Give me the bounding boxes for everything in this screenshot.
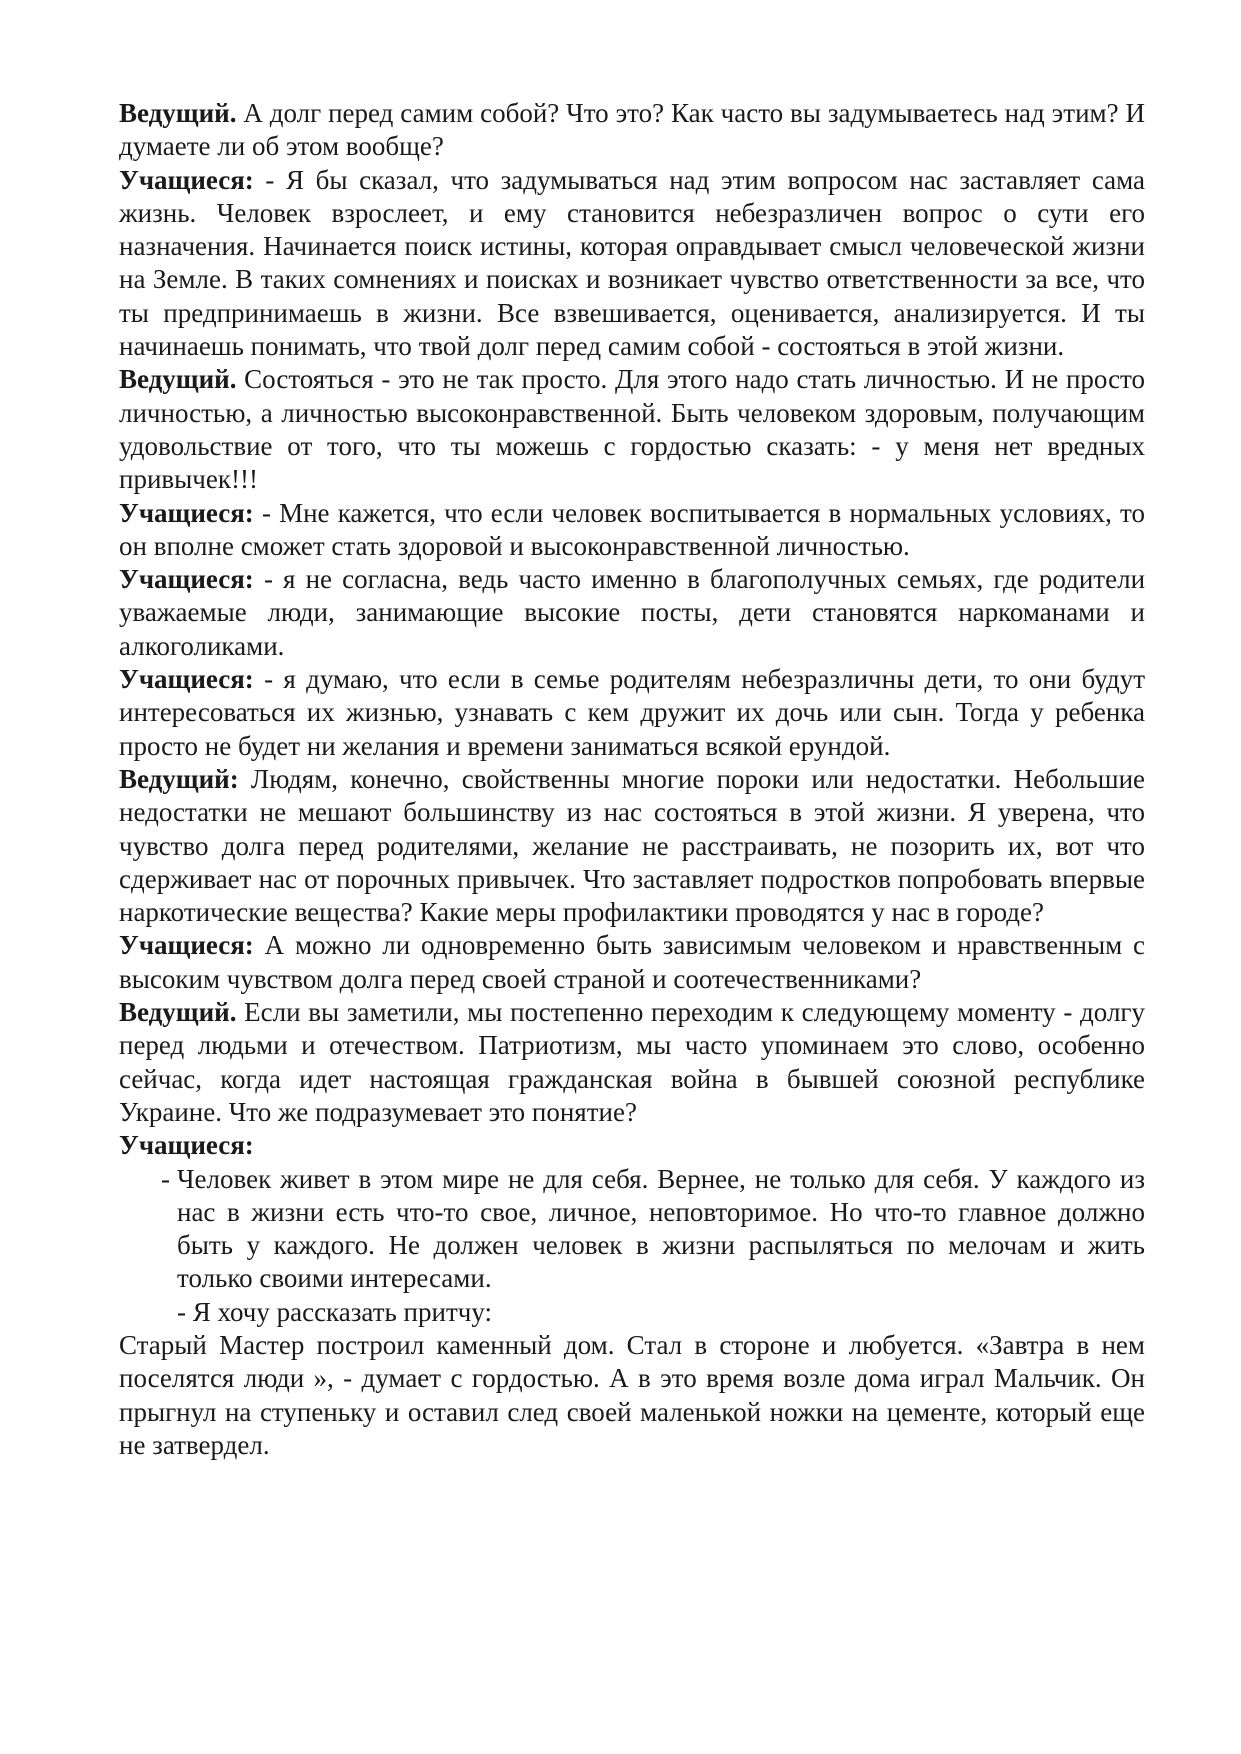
dialogue-paragraph bbox=[119, 97, 1145, 164]
speaker-label: Учащиеся: bbox=[119, 664, 254, 695]
dialogue-paragraph bbox=[119, 497, 1145, 564]
dialogue-text: - Я бы сказал, что задумываться над этим вопросом нас заставляет сама жизнь. Человек взрослеет, и ему становится небезразличен вопрос о сути его назначения. Начинается поиск истины, которая оправдывает смысл человеческой жизни на Земле. В таких сомнениях и поисках и возникает чувство ответственности за все, что ты предпринимаешь в жизни. Все взвешивается, оценивается, анализируется. И ты начинаешь понимать, что твой долг перед самим собой - состояться в этой жизни. bbox=[119, 164, 1145, 362]
dialogue-paragraph bbox=[119, 996, 1145, 1129]
dialogue-text: Если вы заметили, мы постепенно переходим к следующему моменту - долгу перед людьми и отечеством. Патриотизм, мы часто упоминаем это слово, особенно сейчас, когда идет настоящая гражданская война в бывшей союзной республике Украине. Что же подразумевает это понятие? bbox=[119, 997, 1145, 1127]
speaker-label: Ведущий. bbox=[119, 98, 237, 128]
list-item bbox=[119, 1163, 1145, 1296]
dialogue-text: - я не согласна, ведь часто именно в благополучных семьях, где родители уважаемые люди, занимающие высокие посты, дети становятся наркоманами и алкоголиками. bbox=[119, 564, 1146, 661]
dialogue-text: А можно ли одновременно быть зависимым человеком и нравственным с высоким чувством долга перед своей страной и соотечественниками? bbox=[119, 930, 1146, 994]
parable-intro: - Я хочу рассказать притчу: bbox=[177, 1296, 492, 1327]
dialogue-text: - Мне кажется, что если человек воспитывается в нормальных условиях, то он вполне сможет стать здоровой и высоконравственной личностью. bbox=[119, 497, 1145, 561]
speaker-label: Учащиеся: bbox=[119, 930, 254, 961]
speaker-label: Учащиеся: bbox=[119, 497, 254, 528]
speaker-label: Учащиеся: bbox=[119, 564, 254, 595]
dialogue-text: Людям, конечно, свойственны многие пороки или недостатки. Небольшие недостатки не мешают большинству из нас состояться в этой жизни. Я уверена, что чувство долга перед родителями, желание не расстраивать, не позорить их, вот что сдерживает нас от порочных привычек. Что заставляет подростков попробовать впервые наркотические вещества? Какие меры профилактики проводятся у нас в городе? bbox=[119, 763, 1146, 928]
dialogue-paragraph bbox=[119, 363, 1145, 496]
speaker-label: Ведущий: bbox=[119, 763, 239, 794]
students-heading: Учащиеся: bbox=[119, 1130, 254, 1161]
dialogue-paragraph bbox=[119, 164, 1145, 364]
list-item-text: Человек живет в этом мире не для себя. Вернее, не только для себя. У каждого из нас в жизни есть что-то свое, личное, неповторимое. Но что-то главное должно быть у каждого. Не должен человек в жизни распыляться по мелочам и жить только своими интересами. bbox=[177, 1163, 1145, 1294]
dash-marker: - bbox=[161, 1163, 170, 1194]
dialogue-text: Состояться - это не так просто. Для этого надо стать личностью. И не просто личностью, а личностью высоконравственной. Быть человеком здоровым, получающим удовольствие от того, что ты можешь с гордостью сказать: - у меня нет вредных привычек!!! bbox=[119, 364, 1146, 495]
document-page bbox=[119, 97, 1145, 1462]
dialogue-text: - я думаю, что если в семье родителям небезразличны дети, то они будут интересоваться их жизнью, узнавать с кем дружит их дочь или сын. Тогда у ребенка просто не будет ни желания и времени заниматься всякой ерундой. bbox=[119, 664, 1145, 761]
dialogue-paragraph bbox=[119, 563, 1145, 663]
speaker-label: Учащиеся: bbox=[119, 164, 254, 195]
speaker-label: Ведущий. bbox=[119, 997, 237, 1028]
dialogue-paragraph bbox=[119, 663, 1145, 763]
speaker-label: Ведущий. bbox=[119, 364, 237, 395]
dialogue-paragraph bbox=[119, 929, 1145, 996]
dialogue-text: А долг перед самим собой? Что это? Как часто вы задумываетесь над этим? И думаете ли об этом вообще? bbox=[119, 98, 1145, 162]
parable-paragraph: Старый Мастер построил каменный дом. Стал в стороне и любуется. «Завтра в нем поселятся люди », - думает с гордостью. А в это время возле дома играл Мальчик. Он прыгнул на ступеньку и оставил след своей маленькой ножки на цементе, который еще не затвердел. bbox=[119, 1329, 1145, 1460]
dialogue-paragraph bbox=[119, 763, 1145, 929]
